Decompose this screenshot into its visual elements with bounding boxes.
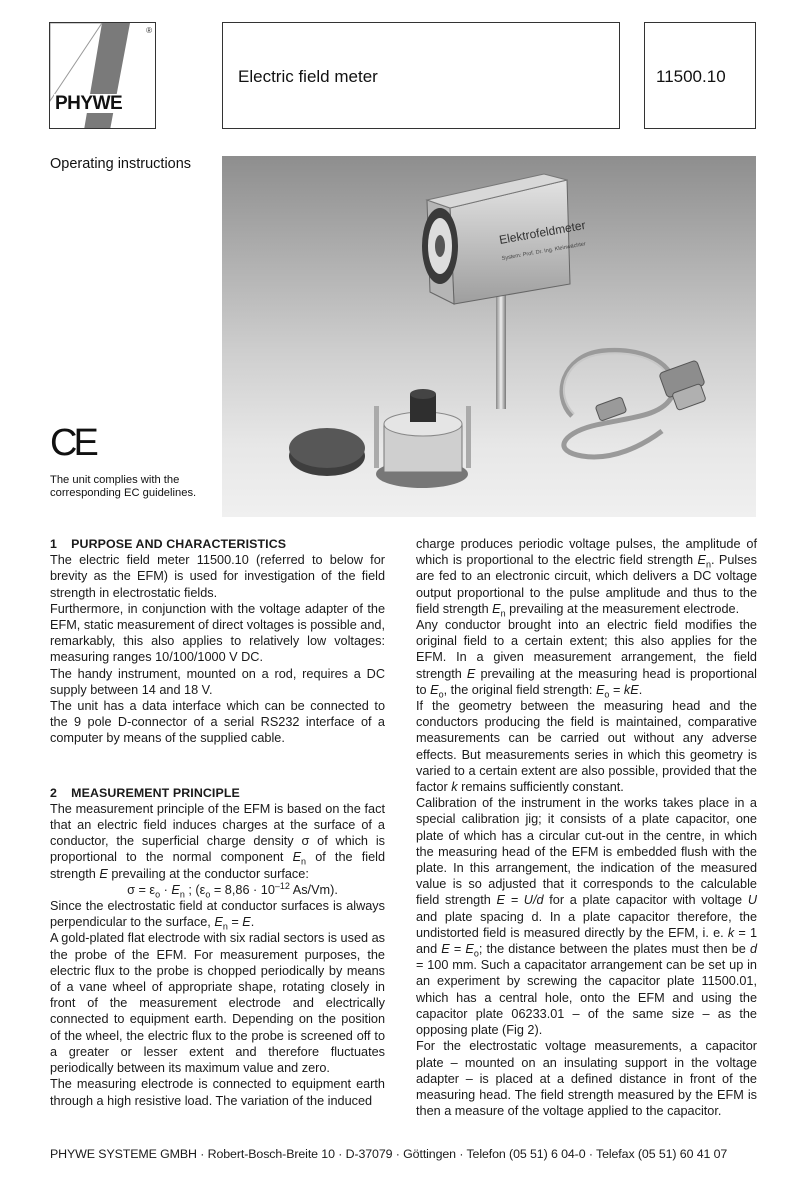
section-1-paragraph: The handy instrument, mounted on a rod, requires a DC supply between 14 and 18 V. <box>50 666 385 697</box>
phywe-logo <box>49 22 156 129</box>
section-2-paragraph: The measurement principle of the EFM is based on the fact that an electric field induces charges at the surface of a conductor, the superficial charge density σ of which is proportional to the normal component $E_n$ of the field strength E prevailing at the conductor surface: <box>50 801 386 881</box>
section-2-paragraph: Calibration of the instrument in the works takes place in a special calibration jig; it consists of a plate capacitor, one plate of which has a circular cut-out in the centre, in which the measuring head of the EFM is embedded flush with the plate. In this arrangement, the indication of the measured value is so adjusted that it corresponds to the calculable field strength E = U/d for a plate capacitor with voltage U and plate spacing d. In a plate capacitor therefore, the undistorted field is measured directly by the EFM, i. e. k = 1 and $E = E_o$; the distance between the plates must then be d = 100 mm. Such a capacitator arrangement can be set up in an experiment by screwing the capacitor plate 11500.01, which has a central hole, onto the EFM and using the capacitor plate 06233.01 – of the same size – as the opposing plate (Fig 2). <box>416 796 758 1038</box>
ce-compliance-note: The unit complies with the corresponding EC guidelines. <box>50 474 197 500</box>
section-2-paragraph: charge produces periodic voltage pulses, the amplitude of which is proportional to the electric field strength $E_n$. Pulses are fed to an electronic circuit, which delivers a DC voltage output proportional to the pulse amplitude and thus to the field strength $E_n$ prevailing at the measurement electrode. <box>416 537 757 619</box>
section-1-heading: 1 PURPOSE AND CHARACTERISTICS <box>50 537 287 551</box>
section-1-paragraph: The electric field meter 11500.10 (referred to below for brevity as the EFM) is used for investigation of the field strength in electrostatic fields. <box>50 553 385 600</box>
charge-density-formula: $\sigma = \varepsilon_o \cdot E_n$ ; ($\varepsilon_o = 8,86 \cdot 10^{-12}$ As/Vm). <box>127 880 338 900</box>
registered-mark: ® <box>146 26 152 35</box>
article-number-box <box>644 22 756 129</box>
section-2-paragraph: If the geometry between the measuring head and the conductors producing the field is maintained, comparative measurements can be carried out without any adverse effects. But measurements series in which this geometry is varied to a certain extent are also possible, provided that the factor k remains sufficiently constant. <box>416 699 757 795</box>
document-subtitle: Operating instructions <box>50 156 192 172</box>
company-footer: PHYWE SYSTEME GMBH · Robert-Bosch-Breite 10 · D-37079 · Göttingen · Telefon (05 51) 6 04-0 · Telefax (05 51) 60 41 07 <box>50 1147 728 1161</box>
logo-text: PHYWE <box>55 93 123 114</box>
section-2-paragraph: Any conductor brought into an electric field modifies the original field to a certain extent; this also applies for the EFM. In a given measurement arrangement, the field strength E prevailing at the measuring head is proportional to $E_o$, the original field strength: $E_o$ = kE. <box>416 618 757 700</box>
title-box <box>222 22 620 129</box>
section-1-paragraph: Furthermore, in conjunction with the voltage adapter of the EFM, static measurement of direct voltages is possible and, remarkably, this also applies to relatively low voltages: measuring ranges 10/100/1000 V DC. <box>50 601 385 665</box>
device-sublabel: System: Prof. Dr. Ing. Kleinwächter <box>501 241 587 262</box>
device-label: Elektrofeldmeter <box>498 217 587 247</box>
section-2-paragraph: For the electrostatic voltage measurements, a capacitor plate – mounted on an insulating support in the voltage adapter – is placed at a defined distance in front of the measuring head. The field strength measured by the EFM is then a measure of the voltage applied to the capacitor. <box>416 1039 757 1119</box>
section-2-paragraph: The measuring electrode is connected to equipment earth through a high resistive load. The variation of the induced <box>50 1077 385 1108</box>
document-title: Electric field meter <box>238 67 378 86</box>
electric-field-meter-illustration <box>222 156 756 517</box>
left-column <box>50 536 385 1109</box>
ce-mark: CE <box>50 422 95 464</box>
section-2-paragraph: A gold-plated flat electrode with six radial sectors is used as the probe of the EFM. For measurement purposes, the electric flux to the probe is chopped periodically by means of a vane wheel of appropriate shape, rotating closely in front of the measurement electrode and electrically connected to equipment earth. Depending on the position of the wheel, the electric flux to the probe is screened off to a greater or lesser extent and therefore fluctuates periodically between its maximum value and zero. <box>50 931 385 1076</box>
section-2-paragraph: Since the electrostatic field at conductor surfaces is always perpendicular to the surface, $E_n = E$. <box>50 899 385 932</box>
product-photo <box>222 156 756 517</box>
article-number: 11500.10 <box>656 67 726 86</box>
right-column <box>416 536 757 1119</box>
section-2-heading: 2 MEASUREMENT PRINCIPLE <box>50 785 240 800</box>
section-1-paragraph: The unit has a data interface which can be connected to the 9 pole D-connector of a serial RS232 interface of a computer by means of the supplied cable. <box>50 699 385 746</box>
